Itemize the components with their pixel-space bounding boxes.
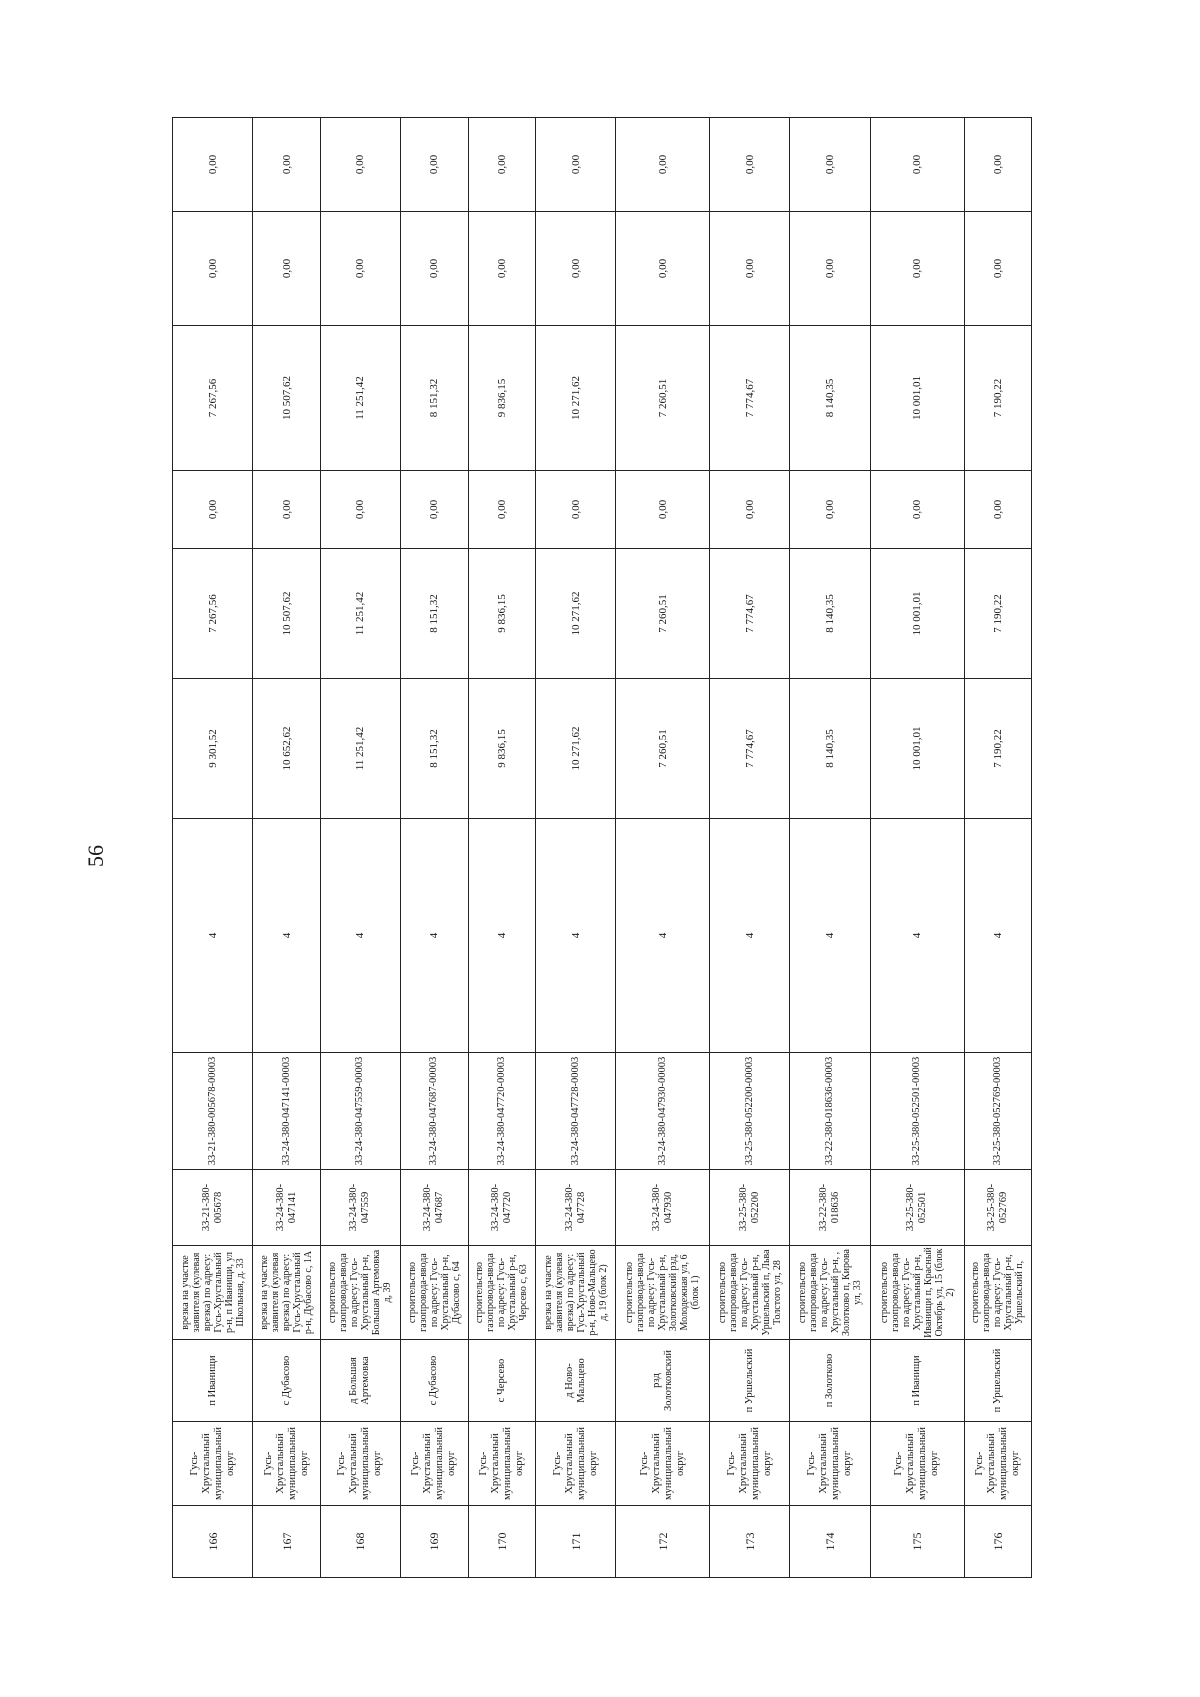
connection-id-cell: 33-24-380-047728 xyxy=(535,1170,615,1246)
address-cell: строительство газопровода-ввода по адресу: Гусь-Хрустальный р-н, Уршельский п, xyxy=(964,1246,1031,1340)
object-id-cell: 33-24-380-047687-00003 xyxy=(401,1053,468,1170)
district-cell: Гусь-Хрустальный муниципальный округ xyxy=(870,1422,964,1506)
total-cell: 10 507,62 xyxy=(253,326,320,471)
value-cell-5: 0,00 xyxy=(790,212,870,326)
value-cell-6: 0,00 xyxy=(401,118,468,212)
settlement-cell: п Иванищи xyxy=(173,1340,253,1422)
cost-cell: 10 001,01 xyxy=(870,679,964,819)
amount-cell: 10 271,62 xyxy=(535,549,615,679)
amount-cell: 7 190,22 xyxy=(964,549,1031,679)
row-number: 176 xyxy=(964,1506,1031,1578)
connection-id-cell: 33-22-380-018636 xyxy=(790,1170,870,1246)
category-cell: 4 xyxy=(468,819,535,1053)
connection-id-cell: 33-24-380-047687 xyxy=(401,1170,468,1246)
rotated-table-container xyxy=(172,118,1032,1578)
extra-cell: 0,00 xyxy=(468,471,535,549)
total-cell: 7 260,51 xyxy=(616,326,710,471)
extra-cell: 0,00 xyxy=(320,471,400,549)
category-cell: 4 xyxy=(616,819,710,1053)
page-number: 56 xyxy=(83,845,108,867)
connection-id-cell: 33-25-380-052501 xyxy=(870,1170,964,1246)
object-id-cell: 33-24-380-047930-00003 xyxy=(616,1053,710,1170)
connection-id-cell: 33-25-380-052769 xyxy=(964,1170,1031,1246)
connection-id-cell: 33-24-380-047559 xyxy=(320,1170,400,1246)
value-cell-6: 0,00 xyxy=(790,118,870,212)
row-number: 173 xyxy=(709,1506,789,1578)
district-cell: Гусь-Хрустальный муниципальный округ xyxy=(709,1422,789,1506)
value-cell-5: 0,00 xyxy=(535,212,615,326)
address-cell: строительство газопровода-ввода по адресу: Гусь-Хрустальный р-н, Уршельский п, Льва Толстого ул, 28 xyxy=(709,1246,789,1340)
extra-cell: 0,00 xyxy=(790,471,870,549)
settlement-cell: с Дубасово xyxy=(401,1340,468,1422)
district-cell: Гусь-Хрустальный муниципальный округ xyxy=(468,1422,535,1506)
district-cell: Гусь-Хрустальный муниципальный округ xyxy=(173,1422,253,1506)
amount-cell: 7 774,67 xyxy=(709,549,789,679)
settlement-cell: п Уршельский xyxy=(964,1340,1031,1422)
cost-cell: 8 140,35 xyxy=(790,679,870,819)
district-cell: Гусь-Хрустальный муниципальный округ xyxy=(401,1422,468,1506)
amount-cell: 7 267,56 xyxy=(173,549,253,679)
value-cell-5: 0,00 xyxy=(468,212,535,326)
table-row xyxy=(535,118,615,1578)
settlement-cell: п Золотково xyxy=(790,1340,870,1422)
value-cell-6: 0,00 xyxy=(616,118,710,212)
table-row xyxy=(173,118,253,1578)
row-number: 170 xyxy=(468,1506,535,1578)
extra-cell: 0,00 xyxy=(964,471,1031,549)
value-cell-6: 0,00 xyxy=(253,118,320,212)
total-cell: 7 190,22 xyxy=(964,326,1031,471)
category-cell: 4 xyxy=(790,819,870,1053)
amount-cell: 8 151,32 xyxy=(401,549,468,679)
district-cell: Гусь-Хрустальный муниципальный округ xyxy=(616,1422,710,1506)
value-cell-5: 0,00 xyxy=(616,212,710,326)
object-id-cell: 33-25-380-052769-00003 xyxy=(964,1053,1031,1170)
value-cell-6: 0,00 xyxy=(173,118,253,212)
total-cell: 8 151,32 xyxy=(401,326,468,471)
cost-cell: 10 271,62 xyxy=(535,679,615,819)
address-cell: строительство газопровода-ввода по адресу: Гусь-Хрустальный р-н, Золотковский рзд, Молодежная ул, 6 (блок 1) xyxy=(616,1246,710,1340)
category-cell: 4 xyxy=(401,819,468,1053)
address-cell: строительство газопровода-ввода по адресу: Гусь-Хрустальный р-н, Черсево с, 63 xyxy=(468,1246,535,1340)
address-cell: строительство газопровода-ввода по адресу: Гусь-Хрустальный р-н, Большая Артемовка д, 39 xyxy=(320,1246,400,1340)
table-row xyxy=(253,118,320,1578)
total-cell: 7 774,67 xyxy=(709,326,789,471)
value-cell-5: 0,00 xyxy=(173,212,253,326)
address-cell: строительство газопровода-ввода по адресу: Гусь-Хрустальный р-н, Дубасово с, 64 xyxy=(401,1246,468,1340)
cost-cell: 9 836,15 xyxy=(468,679,535,819)
settlement-cell: д Большая Артемовка xyxy=(320,1340,400,1422)
total-cell: 9 836,15 xyxy=(468,326,535,471)
total-cell: 10 001,01 xyxy=(870,326,964,471)
table-row xyxy=(709,118,789,1578)
connection-id-cell: 33-24-380-047930 xyxy=(616,1170,710,1246)
table-row xyxy=(616,118,710,1578)
value-cell-6: 0,00 xyxy=(535,118,615,212)
object-id-cell: 33-21-380-005678-00003 xyxy=(173,1053,253,1170)
cost-cell: 7 260,51 xyxy=(616,679,710,819)
settlement-cell: п Уршельский xyxy=(709,1340,789,1422)
row-number: 172 xyxy=(616,1506,710,1578)
table-body xyxy=(173,118,1032,1578)
row-number: 174 xyxy=(790,1506,870,1578)
cost-cell: 9 301,52 xyxy=(173,679,253,819)
cost-cell: 7 190,22 xyxy=(964,679,1031,819)
object-id-cell: 33-24-380-047559-00003 xyxy=(320,1053,400,1170)
category-cell: 4 xyxy=(320,819,400,1053)
value-cell-6: 0,00 xyxy=(320,118,400,212)
value-cell-5: 0,00 xyxy=(253,212,320,326)
value-cell-5: 0,00 xyxy=(964,212,1031,326)
row-number: 166 xyxy=(173,1506,253,1578)
settlement-cell: с Черсево xyxy=(468,1340,535,1422)
value-cell-5: 0,00 xyxy=(320,212,400,326)
extra-cell: 0,00 xyxy=(253,471,320,549)
category-cell: 4 xyxy=(709,819,789,1053)
address-cell: врезка на участке заявителя (кулевая врезка) по адресу: Гусь-Хрустальный р-н, п Иванищи, ул Школьная, д. 33 xyxy=(173,1246,253,1340)
address-cell: строительство газопровода-ввода по адресу: Гусь-Хрустальный р-н, , Золотково п, Кирова ул, 33 xyxy=(790,1246,870,1340)
total-cell: 8 140,35 xyxy=(790,326,870,471)
row-number: 169 xyxy=(401,1506,468,1578)
amount-cell: 11 251,42 xyxy=(320,549,400,679)
extra-cell: 0,00 xyxy=(173,471,253,549)
category-cell: 4 xyxy=(173,819,253,1053)
row-number: 168 xyxy=(320,1506,400,1578)
value-cell-5: 0,00 xyxy=(709,212,789,326)
amount-cell: 9 836,15 xyxy=(468,549,535,679)
extra-cell: 0,00 xyxy=(709,471,789,549)
district-cell: Гусь-Хрустальный муниципальный округ xyxy=(535,1422,615,1506)
table-row xyxy=(964,118,1031,1578)
address-cell: строительство газопровода-ввода по адресу: Гусь-Хрустальный р-н, Иванищи п, Красный Октябрь ул, 15 (блок 2) xyxy=(870,1246,964,1340)
value-cell-6: 0,00 xyxy=(870,118,964,212)
value-cell-5: 0,00 xyxy=(401,212,468,326)
cost-cell: 10 652,62 xyxy=(253,679,320,819)
district-cell: Гусь-Хрустальный муниципальный округ xyxy=(253,1422,320,1506)
object-id-cell: 33-24-380-047720-00003 xyxy=(468,1053,535,1170)
district-cell: Гусь-Хрустальный муниципальный округ xyxy=(964,1422,1031,1506)
extra-cell: 0,00 xyxy=(616,471,710,549)
object-id-cell: 33-25-380-052501-00003 xyxy=(870,1053,964,1170)
total-cell: 7 267,56 xyxy=(173,326,253,471)
extra-cell: 0,00 xyxy=(870,471,964,549)
category-cell: 4 xyxy=(870,819,964,1053)
connection-id-cell: 33-21-380-005678 xyxy=(173,1170,253,1246)
table-row xyxy=(401,118,468,1578)
connection-id-cell: 33-24-380-047720 xyxy=(468,1170,535,1246)
category-cell: 4 xyxy=(535,819,615,1053)
cost-cell: 7 774,67 xyxy=(709,679,789,819)
category-cell: 4 xyxy=(253,819,320,1053)
connection-id-cell: 33-25-380-052200 xyxy=(709,1170,789,1246)
total-cell: 10 271,62 xyxy=(535,326,615,471)
address-cell: врезка на участке заявителя (кулевая врезка) по адресу: Гусь-Хрустальный р-н, Дубасово с, 1А xyxy=(253,1246,320,1340)
object-id-cell: 33-22-380-018636-00003 xyxy=(790,1053,870,1170)
category-cell: 4 xyxy=(964,819,1031,1053)
object-id-cell: 33-24-380-047728-00003 xyxy=(535,1053,615,1170)
amount-cell: 7 260,51 xyxy=(616,549,710,679)
settlement-cell: рзд Золотковский xyxy=(616,1340,710,1422)
value-cell-6: 0,00 xyxy=(709,118,789,212)
table-row xyxy=(468,118,535,1578)
connections-table xyxy=(172,117,1032,1578)
table-row xyxy=(870,118,964,1578)
amount-cell: 10 001,01 xyxy=(870,549,964,679)
settlement-cell: п Иванищи xyxy=(870,1340,964,1422)
row-number: 167 xyxy=(253,1506,320,1578)
settlement-cell: д Ново-Мальцево xyxy=(535,1340,615,1422)
value-cell-6: 0,00 xyxy=(468,118,535,212)
total-cell: 11 251,42 xyxy=(320,326,400,471)
extra-cell: 0,00 xyxy=(535,471,615,549)
object-id-cell: 33-25-380-052200-00003 xyxy=(709,1053,789,1170)
row-number: 175 xyxy=(870,1506,964,1578)
connection-id-cell: 33-24-380-047141 xyxy=(253,1170,320,1246)
settlement-cell: с Дубасово xyxy=(253,1340,320,1422)
table-row xyxy=(320,118,400,1578)
value-cell-6: 0,00 xyxy=(964,118,1031,212)
cost-cell: 11 251,42 xyxy=(320,679,400,819)
district-cell: Гусь-Хрустальный муниципальный округ xyxy=(790,1422,870,1506)
value-cell-5: 0,00 xyxy=(870,212,964,326)
address-cell: врезка на участке заявителя (кулевая врезка) по адресу: Гусь-Хрустальный р-н, Ново-Мальцево д, 19 (блок 2) xyxy=(535,1246,615,1340)
row-number: 171 xyxy=(535,1506,615,1578)
amount-cell: 8 140,35 xyxy=(790,549,870,679)
amount-cell: 10 507,62 xyxy=(253,549,320,679)
cost-cell: 8 151,32 xyxy=(401,679,468,819)
object-id-cell: 33-24-380-047141-00003 xyxy=(253,1053,320,1170)
district-cell: Гусь-Хрустальный муниципальный округ xyxy=(320,1422,400,1506)
table-row xyxy=(790,118,870,1578)
extra-cell: 0,00 xyxy=(401,471,468,549)
